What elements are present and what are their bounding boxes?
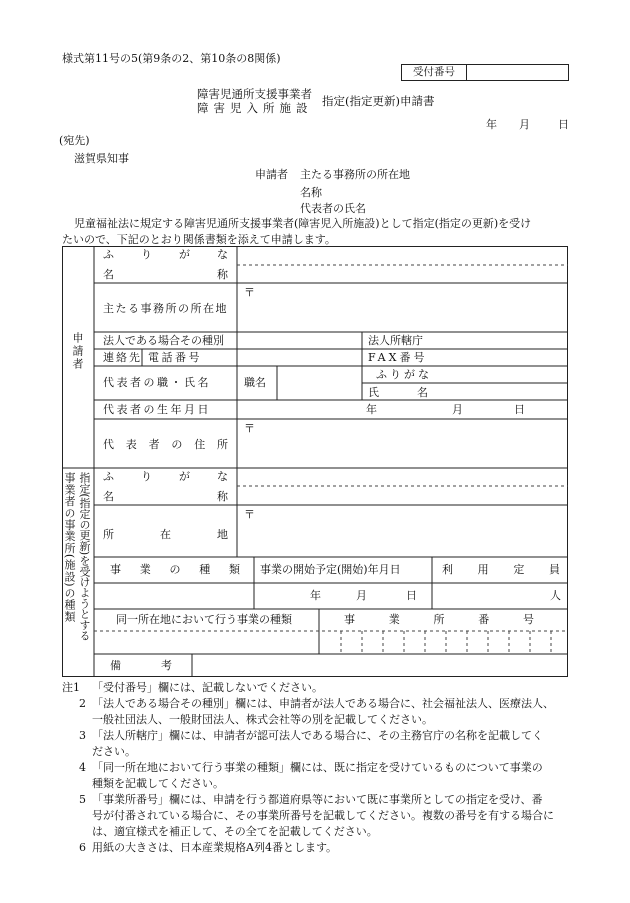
notes — [62, 680, 572, 856]
rep-address-label: 代 表 者 の 住 所 — [103, 438, 228, 451]
postal-mark-1: 〒 — [244, 286, 255, 299]
phone-input[interactable] — [238, 350, 361, 365]
postal-mark-2: 〒 — [244, 422, 255, 435]
governor: 滋賀県知事 — [74, 152, 129, 165]
start-date-label: 事業の開始予定(開始)年月日 — [260, 563, 401, 576]
intro-line2: たいので、下記のとおり関係書類を添えて申請します。 — [62, 233, 336, 246]
facility-name-label: 名 称 — [103, 490, 228, 503]
applicant-address-label: 主たる事務所の所在地 — [300, 168, 410, 181]
corp-type-label: 法人である場合その種別 — [103, 334, 224, 347]
rep-furigana-input[interactable] — [435, 367, 567, 382]
note-number — [62, 712, 92, 728]
start-day: 日 — [406, 589, 417, 602]
same-location-label: 同一所在地において行う事業の種類 — [116, 613, 292, 626]
remarks-input[interactable] — [193, 655, 567, 676]
note-text: 用紙の大きさは、日本産業規格A列4番とします。 — [92, 841, 338, 854]
rep-birthdate-label: 代表者の生年月日 — [103, 403, 211, 416]
remarks-label: 備 考 — [110, 659, 172, 672]
note-text: 「同一所在地において行う事業の種類」欄には、既に指定を受けているものについて事業の — [92, 761, 543, 774]
rep-furigana-label: ふりがな — [376, 368, 432, 381]
addressee: (宛先) — [59, 134, 90, 147]
date-day: 日 — [558, 118, 569, 131]
applicant-rep-label: 代表者の氏名 — [300, 202, 366, 215]
corp-type-input[interactable] — [238, 333, 361, 348]
corp-authority-label: 法人所轄庁 — [368, 334, 423, 347]
fax-label: FAX番号 — [368, 351, 428, 364]
receipt-number-field[interactable] — [467, 65, 568, 80]
birth-month: 月 — [452, 403, 463, 416]
rep-name-input[interactable] — [435, 384, 567, 399]
persons-unit: 人 — [550, 589, 561, 602]
note-text: 「法人所轄庁」欄には、申請者が認可法人である場合に、その主務官庁の名称を記載してく — [92, 729, 543, 742]
rep-address-input[interactable] — [257, 420, 567, 467]
note-text: 「法人である場合その種別」欄には、申請者が法人である場合に、社会福祉法人、医療法人、 — [92, 697, 554, 710]
furigana-input[interactable] — [238, 247, 567, 264]
receipt-number-label: 受付番号 — [402, 65, 467, 80]
note-number: 6 — [79, 841, 86, 854]
note-number: 注1 — [62, 681, 80, 694]
note-row — [62, 712, 572, 728]
form-number: 様式第11号の5(第9条の2、第10条の8関係) — [62, 52, 281, 65]
name-input[interactable] — [238, 266, 567, 282]
note-row — [62, 792, 572, 808]
title-line2: 障害児入所施設 — [197, 101, 313, 115]
note-text: 一般社団法人、一般財団法人、株式会社等の別を記載してください。 — [92, 713, 433, 726]
same-location-input[interactable] — [95, 632, 318, 653]
note-number — [62, 824, 92, 840]
note-number: 4 — [79, 761, 86, 774]
birth-year: 年 — [366, 403, 377, 416]
note-number — [62, 744, 92, 760]
start-year: 年 — [310, 589, 321, 602]
applicant-label: 申請者 — [255, 168, 288, 181]
note-number — [62, 808, 92, 824]
capacity-input[interactable] — [433, 584, 543, 608]
note-number — [62, 776, 92, 792]
note-text: 「事業所番号」欄には、申請を行う都道府県等において既に事業所としての指定を受け、番 — [92, 793, 543, 806]
main-office-address-input[interactable] — [257, 284, 567, 331]
start-month: 月 — [356, 589, 367, 602]
note-row — [62, 824, 572, 840]
note-number: 5 — [79, 793, 86, 806]
note-row — [62, 696, 572, 712]
section-facility-label: 事業者の事業所(施設)の種類 — [63, 472, 76, 623]
phone-label: 電話番号 — [148, 351, 202, 364]
corp-authority-input[interactable] — [435, 333, 567, 348]
facility-furigana-input[interactable] — [238, 469, 567, 485]
office-number-label: 事 業 所 番 号 — [344, 613, 534, 626]
title-line1: 障害児通所支援事業者 — [197, 87, 312, 101]
title-suffix: 指定(指定更新)申請書 — [322, 94, 435, 108]
full-name-label: 氏 名 — [368, 386, 428, 399]
section-applicant-label: 申請者 — [71, 332, 84, 371]
note-row — [62, 680, 572, 696]
note-text: 号が付番されている場合に、その事業所番号を記載してください。複数の番号を有する場合に — [92, 809, 554, 822]
note-row — [62, 808, 572, 824]
note-number: 3 — [79, 729, 86, 742]
intro-line1: 児童福祉法に規定する障害児通所支援事業者(障害児入所施設)として指定(指定の更新)を受け — [74, 217, 532, 230]
facility-location-label: 所 在 地 — [103, 528, 228, 541]
note-text: ださい。 — [92, 745, 136, 758]
receipt-number-box — [401, 64, 569, 81]
facility-location-input[interactable] — [257, 506, 567, 556]
application-table — [62, 246, 568, 677]
birth-day: 日 — [514, 403, 525, 416]
business-type-label: 事 業 の 種 類 — [110, 563, 240, 576]
note-number: 2 — [79, 697, 86, 710]
name-label: 名 称 — [103, 268, 228, 281]
contact-label: 連絡先 — [103, 351, 142, 364]
section-facility-sub-label: 指定(指定の更新)を受けようとする — [78, 472, 91, 641]
date-month: 月 — [519, 118, 530, 131]
rep-title-name-label: 代表者の職・氏名 — [103, 376, 211, 389]
facility-furigana-label: ふ り が な — [103, 470, 228, 483]
business-type-input[interactable] — [95, 584, 253, 608]
applicant-name-label: 名称 — [300, 186, 322, 199]
note-text: 「受付番号」欄には、記載しないでください。 — [92, 681, 323, 694]
date-year: 年 — [486, 118, 497, 131]
facility-name-input[interactable] — [238, 487, 567, 504]
capacity-label: 利 用 定 員 — [442, 563, 560, 576]
main-office-address-label: 主たる事務所の所在地 — [103, 302, 228, 315]
postal-mark-3: 〒 — [244, 508, 255, 521]
note-row — [62, 776, 572, 792]
note-row — [62, 840, 572, 856]
note-row — [62, 744, 572, 760]
job-title-input[interactable] — [278, 367, 361, 399]
note-text: 種類を記載してください。 — [92, 777, 224, 790]
fax-input[interactable] — [435, 350, 567, 365]
note-row — [62, 760, 572, 776]
furigana-label: ふ り が な — [103, 248, 228, 261]
job-title-label: 職名 — [244, 376, 266, 389]
note-row — [62, 728, 572, 744]
note-text: は、適宜様式を補正して、その全てを記載してください。 — [92, 825, 378, 838]
office-number-input[interactable] — [320, 632, 567, 653]
